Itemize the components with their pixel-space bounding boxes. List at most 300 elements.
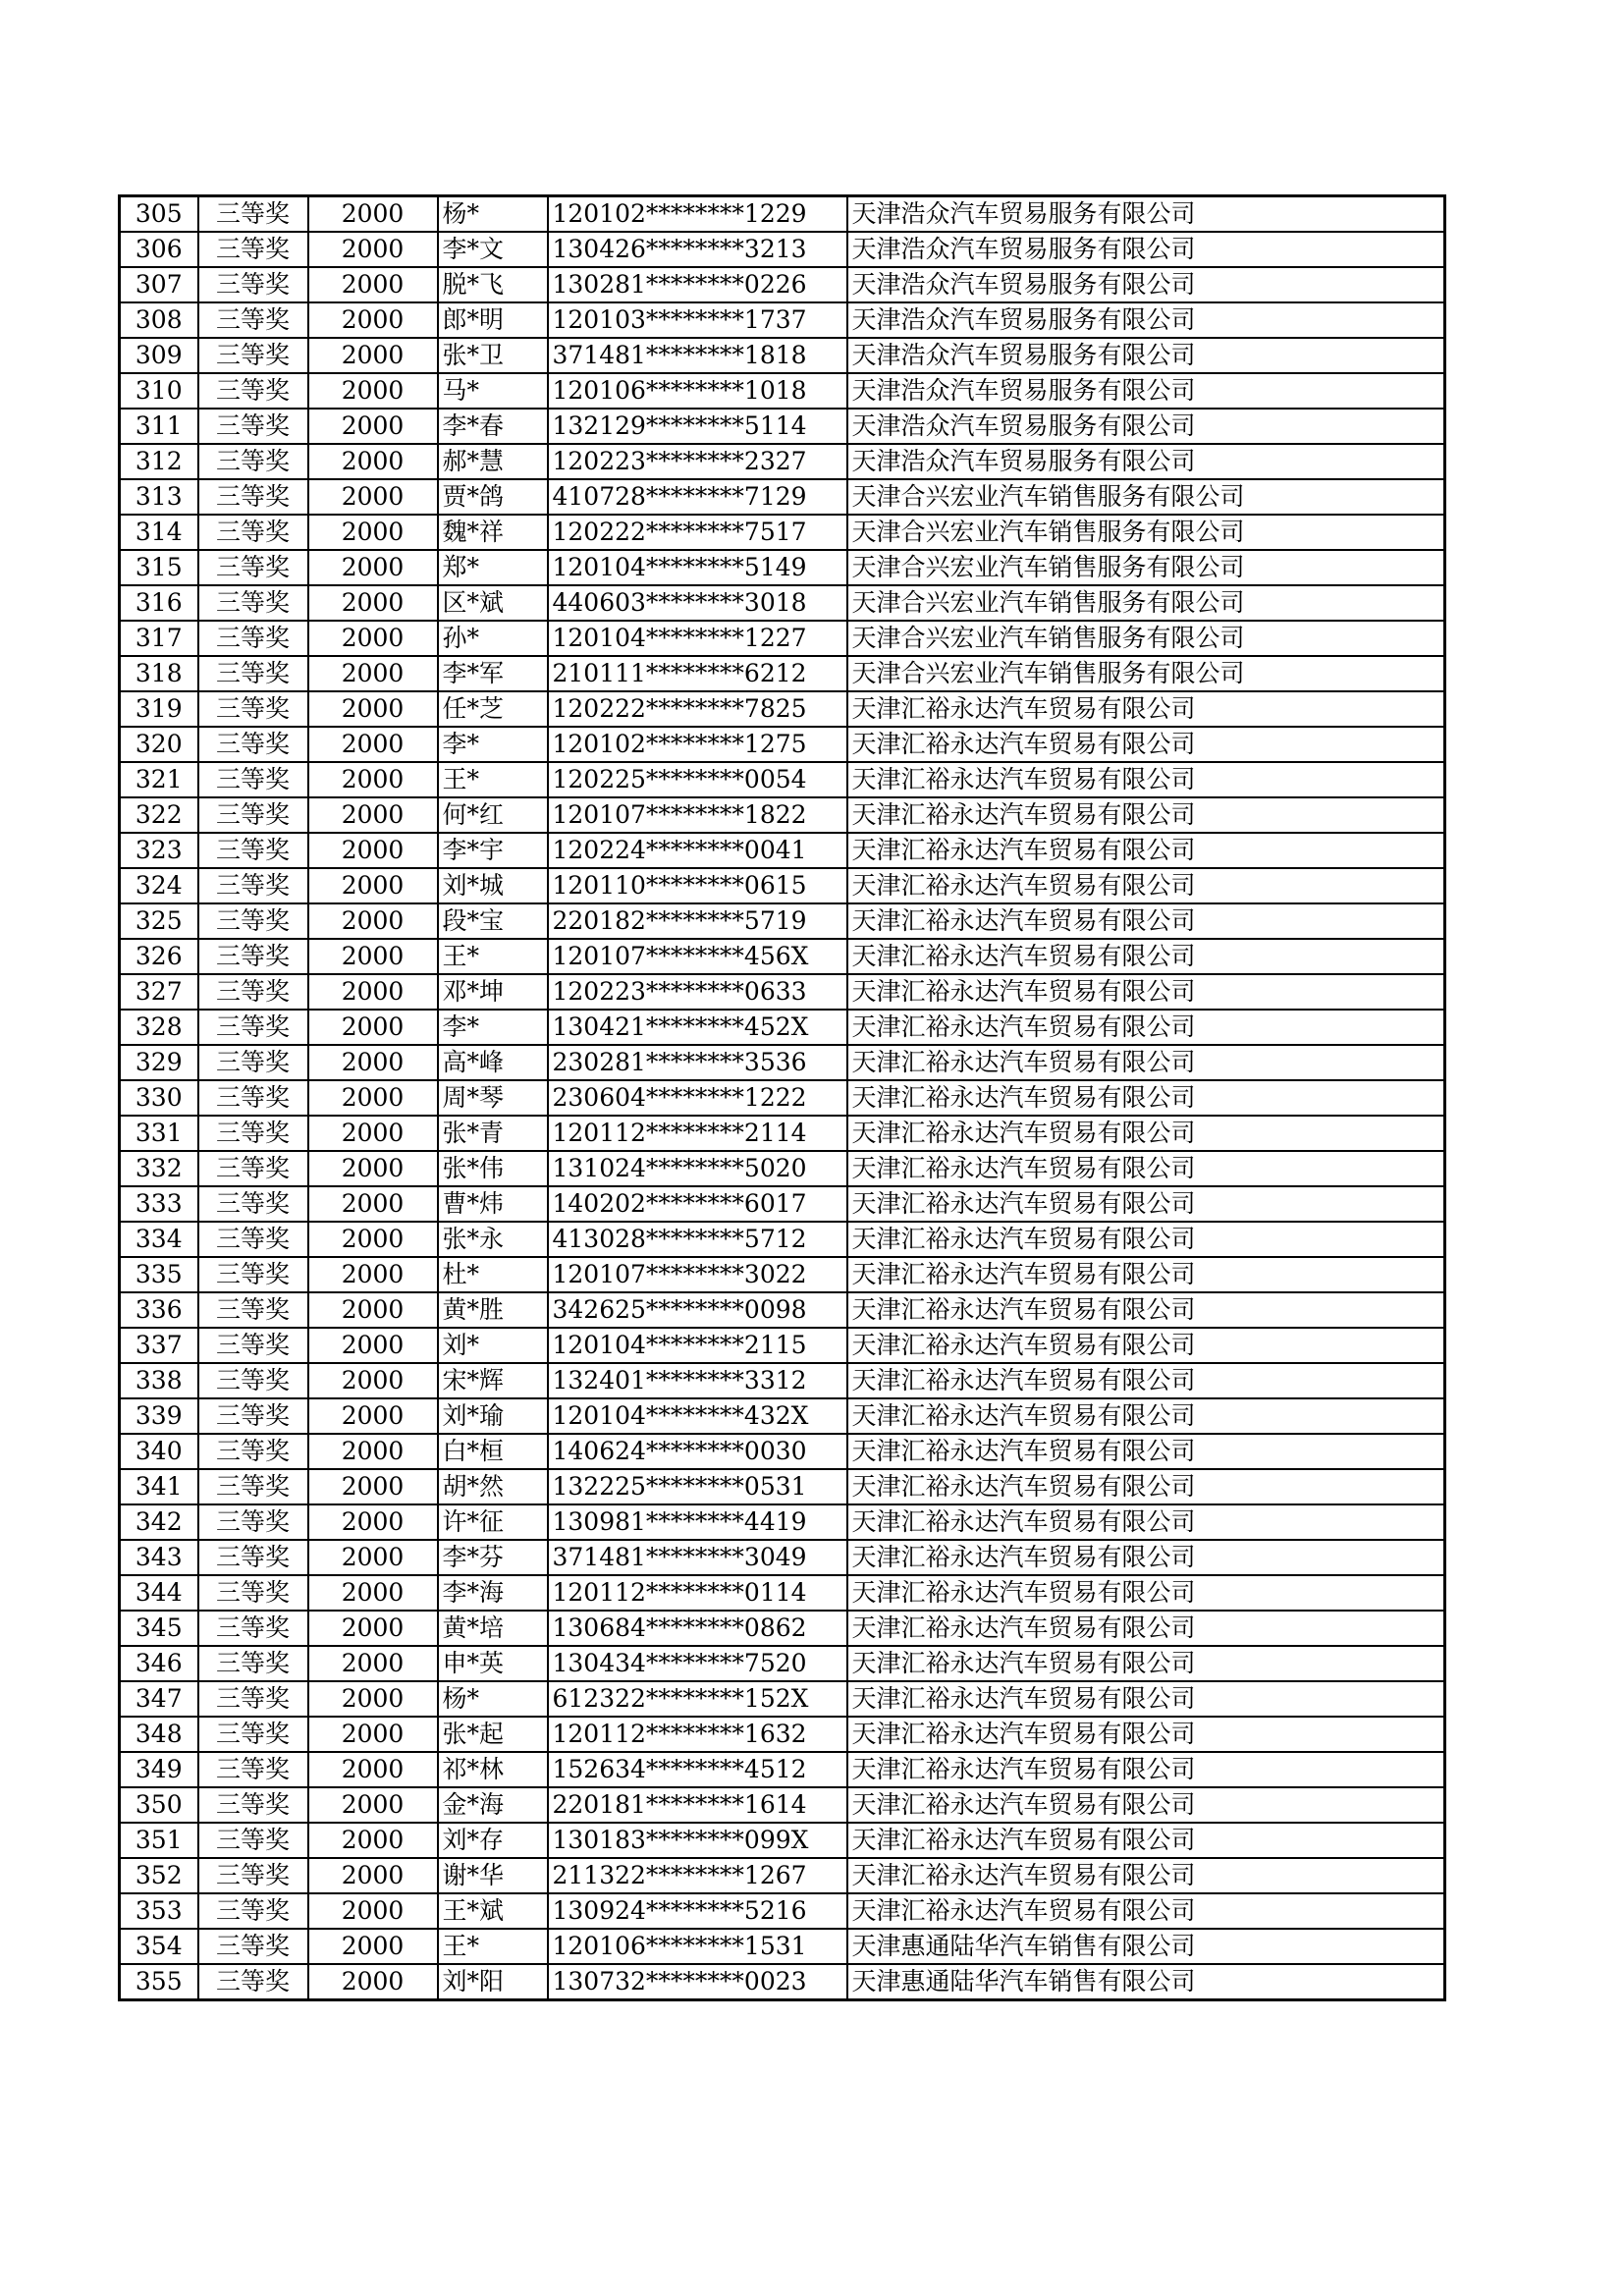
prize-amount-cell: 2000 [308,797,438,833]
row-number-cell: 318 [120,656,198,691]
winner-name-cell: 王* [438,762,548,797]
table-row [120,444,1445,479]
winner-name-cell: 高*峰 [438,1045,548,1080]
table-row [120,1292,1445,1328]
id-number-cell: 211322********1267 [548,1858,847,1893]
company-name-cell: 天津汇裕永达汽车贸易有限公司 [847,1787,1445,1823]
prize-amount-cell: 2000 [308,1717,438,1752]
company-name-cell: 天津汇裕永达汽车贸易有限公司 [847,939,1445,974]
row-number-cell: 324 [120,868,198,903]
company-name-cell: 天津汇裕永达汽车贸易有限公司 [847,1116,1445,1151]
id-number-cell: 120107********1822 [548,797,847,833]
prize-amount-cell: 2000 [308,1752,438,1787]
id-number-cell: 120110********0615 [548,868,847,903]
prize-amount-cell: 2000 [308,939,438,974]
id-number-cell: 612322********152X [548,1681,847,1717]
company-name-cell: 天津汇裕永达汽车贸易有限公司 [847,868,1445,903]
row-number-cell: 353 [120,1893,198,1929]
prize-amount-cell: 2000 [308,1257,438,1292]
company-name-cell: 天津合兴宏业汽车销售服务有限公司 [847,515,1445,550]
table-row [120,302,1445,338]
id-number-cell: 120225********0054 [548,762,847,797]
id-number-cell: 120104********432X [548,1398,847,1434]
award-level-cell: 三等奖 [198,621,308,656]
award-level-cell: 三等奖 [198,1575,308,1611]
winner-name-cell: 黄*培 [438,1611,548,1646]
id-number-cell: 120223********2327 [548,444,847,479]
id-number-cell: 120106********1018 [548,373,847,409]
table-row [120,1186,1445,1222]
award-level-cell: 三等奖 [198,444,308,479]
row-number-cell: 336 [120,1292,198,1328]
id-number-cell: 371481********3049 [548,1540,847,1575]
prize-amount-cell: 2000 [308,196,438,233]
company-name-cell: 天津浩众汽车贸易服务有限公司 [847,232,1445,267]
award-level-cell: 三等奖 [198,1681,308,1717]
company-name-cell: 天津汇裕永达汽车贸易有限公司 [847,1257,1445,1292]
award-level-cell: 三等奖 [198,1328,308,1363]
table-row [120,797,1445,833]
winner-name-cell: 申*英 [438,1646,548,1681]
prize-amount-cell: 2000 [308,1681,438,1717]
prize-amount-cell: 2000 [308,338,438,373]
table-row [120,656,1445,691]
company-name-cell: 天津浩众汽车贸易服务有限公司 [847,409,1445,444]
company-name-cell: 天津汇裕永达汽车贸易有限公司 [847,727,1445,762]
company-name-cell: 天津汇裕永达汽车贸易有限公司 [847,1752,1445,1787]
award-level-cell: 三等奖 [198,1646,308,1681]
table-row [120,1929,1445,1964]
winner-name-cell: 郝*慧 [438,444,548,479]
table-row [120,1540,1445,1575]
award-level-cell: 三等奖 [198,1540,308,1575]
row-number-cell: 320 [120,727,198,762]
winner-name-cell: 区*斌 [438,585,548,621]
id-number-cell: 130281********0226 [548,267,847,302]
award-level-cell: 三等奖 [198,585,308,621]
company-name-cell: 天津浩众汽车贸易服务有限公司 [847,302,1445,338]
award-level-cell: 三等奖 [198,1116,308,1151]
id-number-cell: 120104********2115 [548,1328,847,1363]
id-number-cell: 120223********0633 [548,974,847,1010]
company-name-cell: 天津汇裕永达汽车贸易有限公司 [847,691,1445,727]
prize-amount-cell: 2000 [308,1504,438,1540]
winner-name-cell: 王* [438,939,548,974]
id-number-cell: 120107********456X [548,939,847,974]
winners-table-body [120,196,1445,2000]
row-number-cell: 350 [120,1787,198,1823]
company-name-cell: 天津汇裕永达汽车贸易有限公司 [847,1222,1445,1257]
row-number-cell: 333 [120,1186,198,1222]
table-row [120,1611,1445,1646]
id-number-cell: 440603********3018 [548,585,847,621]
prize-amount-cell: 2000 [308,1222,438,1257]
award-level-cell: 三等奖 [198,1010,308,1045]
id-number-cell: 120106********1531 [548,1929,847,1964]
award-level-cell: 三等奖 [198,1434,308,1469]
award-level-cell: 三等奖 [198,338,308,373]
id-number-cell: 120224********0041 [548,833,847,868]
company-name-cell: 天津汇裕永达汽车贸易有限公司 [847,1363,1445,1398]
winner-name-cell: 孙* [438,621,548,656]
winner-name-cell: 金*海 [438,1787,548,1823]
prize-amount-cell: 2000 [308,479,438,515]
id-number-cell: 130732********0023 [548,1964,847,2000]
company-name-cell: 天津汇裕永达汽车贸易有限公司 [847,1504,1445,1540]
table-row [120,196,1445,233]
table-row [120,373,1445,409]
company-name-cell: 天津汇裕永达汽车贸易有限公司 [847,903,1445,939]
table-row [120,833,1445,868]
prize-amount-cell: 2000 [308,974,438,1010]
winner-name-cell: 郎*明 [438,302,548,338]
table-row [120,1328,1445,1363]
table-row [120,1858,1445,1893]
id-number-cell: 371481********1818 [548,338,847,373]
row-number-cell: 345 [120,1611,198,1646]
award-level-cell: 三等奖 [198,1752,308,1787]
prize-amount-cell: 2000 [308,1611,438,1646]
row-number-cell: 329 [120,1045,198,1080]
row-number-cell: 319 [120,691,198,727]
award-level-cell: 三等奖 [198,302,308,338]
row-number-cell: 335 [120,1257,198,1292]
winner-name-cell: 王*斌 [438,1893,548,1929]
company-name-cell: 天津惠通陆华汽车销售有限公司 [847,1929,1445,1964]
award-level-cell: 三等奖 [198,903,308,939]
prize-amount-cell: 2000 [308,1328,438,1363]
winner-name-cell: 贾*鸽 [438,479,548,515]
prize-amount-cell: 2000 [308,1540,438,1575]
id-number-cell: 120112********2114 [548,1116,847,1151]
id-number-cell: 152634********4512 [548,1752,847,1787]
company-name-cell: 天津汇裕永达汽车贸易有限公司 [847,1186,1445,1222]
row-number-cell: 330 [120,1080,198,1116]
winner-name-cell: 李* [438,727,548,762]
row-number-cell: 305 [120,196,198,233]
award-level-cell: 三等奖 [198,1858,308,1893]
company-name-cell: 天津汇裕永达汽车贸易有限公司 [847,1823,1445,1858]
company-name-cell: 天津合兴宏业汽车销售服务有限公司 [847,550,1445,585]
award-level-cell: 三等奖 [198,1611,308,1646]
table-row [120,1752,1445,1787]
row-number-cell: 339 [120,1398,198,1434]
winner-name-cell: 郑* [438,550,548,585]
row-number-cell: 325 [120,903,198,939]
row-number-cell: 326 [120,939,198,974]
id-number-cell: 130981********4419 [548,1504,847,1540]
prize-amount-cell: 2000 [308,691,438,727]
table-row [120,515,1445,550]
winner-name-cell: 张*青 [438,1116,548,1151]
id-number-cell: 130684********0862 [548,1611,847,1646]
award-level-cell: 三等奖 [198,267,308,302]
id-number-cell: 220182********5719 [548,903,847,939]
prize-amount-cell: 2000 [308,1010,438,1045]
company-name-cell: 天津汇裕永达汽车贸易有限公司 [847,1893,1445,1929]
table-row [120,974,1445,1010]
prize-amount-cell: 2000 [308,1469,438,1504]
id-number-cell: 131024********5020 [548,1151,847,1186]
id-number-cell: 120112********0114 [548,1575,847,1611]
winner-name-cell: 曹*炜 [438,1186,548,1222]
table-row [120,338,1445,373]
winner-name-cell: 段*宝 [438,903,548,939]
table-row [120,1787,1445,1823]
table-row [120,1151,1445,1186]
winner-name-cell: 何*红 [438,797,548,833]
winner-name-cell: 祁*林 [438,1752,548,1787]
row-number-cell: 341 [120,1469,198,1504]
company-name-cell: 天津合兴宏业汽车销售服务有限公司 [847,479,1445,515]
table-row [120,762,1445,797]
award-level-cell: 三等奖 [198,1045,308,1080]
row-number-cell: 316 [120,585,198,621]
prize-amount-cell: 2000 [308,585,438,621]
prize-amount-cell: 2000 [308,868,438,903]
winner-name-cell: 王* [438,1929,548,1964]
winner-name-cell: 胡*然 [438,1469,548,1504]
company-name-cell: 天津浩众汽车贸易服务有限公司 [847,444,1445,479]
row-number-cell: 323 [120,833,198,868]
prize-amount-cell: 2000 [308,727,438,762]
row-number-cell: 312 [120,444,198,479]
award-level-cell: 三等奖 [198,1717,308,1752]
award-level-cell: 三等奖 [198,974,308,1010]
prize-amount-cell: 2000 [308,1398,438,1434]
id-number-cell: 230604********1222 [548,1080,847,1116]
id-number-cell: 132129********5114 [548,409,847,444]
row-number-cell: 327 [120,974,198,1010]
award-level-cell: 三等奖 [198,409,308,444]
winner-name-cell: 李*文 [438,232,548,267]
award-level-cell: 三等奖 [198,691,308,727]
prize-amount-cell: 2000 [308,621,438,656]
id-number-cell: 120104********5149 [548,550,847,585]
row-number-cell: 306 [120,232,198,267]
award-level-cell: 三等奖 [198,1292,308,1328]
id-number-cell: 120222********7517 [548,515,847,550]
award-level-cell: 三等奖 [198,550,308,585]
row-number-cell: 348 [120,1717,198,1752]
company-name-cell: 天津汇裕永达汽车贸易有限公司 [847,1010,1445,1045]
table-row [120,903,1445,939]
table-row [120,479,1445,515]
prize-amount-cell: 2000 [308,373,438,409]
id-number-cell: 220181********1614 [548,1787,847,1823]
row-number-cell: 322 [120,797,198,833]
award-level-cell: 三等奖 [198,868,308,903]
table-row [120,727,1445,762]
prize-amount-cell: 2000 [308,1646,438,1681]
company-name-cell: 天津汇裕永达汽车贸易有限公司 [847,833,1445,868]
prize-amount-cell: 2000 [308,1929,438,1964]
company-name-cell: 天津汇裕永达汽车贸易有限公司 [847,1434,1445,1469]
id-number-cell: 120102********1229 [548,196,847,233]
award-level-cell: 三等奖 [198,762,308,797]
prize-amount-cell: 2000 [308,1858,438,1893]
table-row [120,409,1445,444]
id-number-cell: 410728********7129 [548,479,847,515]
winner-name-cell: 黄*胜 [438,1292,548,1328]
table-row [120,1469,1445,1504]
award-level-cell: 三等奖 [198,373,308,409]
table-row [120,1893,1445,1929]
award-level-cell: 三等奖 [198,1823,308,1858]
winner-name-cell: 许*征 [438,1504,548,1540]
table-row [120,1010,1445,1045]
row-number-cell: 328 [120,1010,198,1045]
id-number-cell: 132225********0531 [548,1469,847,1504]
id-number-cell: 230281********3536 [548,1045,847,1080]
table-row [120,691,1445,727]
table-row [120,939,1445,974]
prize-amount-cell: 2000 [308,1823,438,1858]
id-number-cell: 140202********6017 [548,1186,847,1222]
award-level-cell: 三等奖 [198,1222,308,1257]
company-name-cell: 天津汇裕永达汽车贸易有限公司 [847,1080,1445,1116]
award-level-cell: 三等奖 [198,1080,308,1116]
table-row [120,550,1445,585]
id-number-cell: 130434********7520 [548,1646,847,1681]
winner-name-cell: 马* [438,373,548,409]
row-number-cell: 307 [120,267,198,302]
row-number-cell: 308 [120,302,198,338]
row-number-cell: 347 [120,1681,198,1717]
company-name-cell: 天津汇裕永达汽车贸易有限公司 [847,1151,1445,1186]
row-number-cell: 344 [120,1575,198,1611]
table-row [120,1257,1445,1292]
winner-name-cell: 刘*阳 [438,1964,548,2000]
company-name-cell: 天津汇裕永达汽车贸易有限公司 [847,1398,1445,1434]
winner-name-cell: 张*卫 [438,338,548,373]
company-name-cell: 天津惠通陆华汽车销售有限公司 [847,1964,1445,2000]
company-name-cell: 天津合兴宏业汽车销售服务有限公司 [847,585,1445,621]
winner-name-cell: 脱*飞 [438,267,548,302]
id-number-cell: 120107********3022 [548,1257,847,1292]
prize-amount-cell: 2000 [308,1787,438,1823]
prize-amount-cell: 2000 [308,1434,438,1469]
row-number-cell: 315 [120,550,198,585]
table-row [120,1080,1445,1116]
row-number-cell: 334 [120,1222,198,1257]
table-row [120,1504,1445,1540]
award-level-cell: 三等奖 [198,1257,308,1292]
table-row [120,1434,1445,1469]
row-number-cell: 352 [120,1858,198,1893]
award-level-cell: 三等奖 [198,1893,308,1929]
table-row [120,1363,1445,1398]
id-number-cell: 120102********1275 [548,727,847,762]
winner-name-cell: 谢*华 [438,1858,548,1893]
prize-amount-cell: 2000 [308,444,438,479]
id-number-cell: 413028********5712 [548,1222,847,1257]
company-name-cell: 天津汇裕永达汽车贸易有限公司 [847,1575,1445,1611]
winner-name-cell: 刘*瑜 [438,1398,548,1434]
table-row [120,1575,1445,1611]
winner-name-cell: 张*起 [438,1717,548,1752]
id-number-cell: 132401********3312 [548,1363,847,1398]
prize-amount-cell: 2000 [308,656,438,691]
company-name-cell: 天津汇裕永达汽车贸易有限公司 [847,1469,1445,1504]
row-number-cell: 343 [120,1540,198,1575]
company-name-cell: 天津合兴宏业汽车销售服务有限公司 [847,656,1445,691]
table-row [120,1116,1445,1151]
prize-amount-cell: 2000 [308,550,438,585]
table-row [120,1646,1445,1681]
winner-name-cell: 李*宇 [438,833,548,868]
row-number-cell: 351 [120,1823,198,1858]
id-number-cell: 130426********3213 [548,232,847,267]
id-number-cell: 342625********0098 [548,1292,847,1328]
winner-name-cell: 杨* [438,1681,548,1717]
prize-amount-cell: 2000 [308,302,438,338]
award-level-cell: 三等奖 [198,1929,308,1964]
winner-name-cell: 白*桓 [438,1434,548,1469]
prize-amount-cell: 2000 [308,833,438,868]
winner-name-cell: 张*永 [438,1222,548,1257]
award-level-cell: 三等奖 [198,1186,308,1222]
winners-table [118,194,1446,2001]
id-number-cell: 210111********6212 [548,656,847,691]
winner-name-cell: 刘*存 [438,1823,548,1858]
award-level-cell: 三等奖 [198,232,308,267]
id-number-cell: 130183********099X [548,1823,847,1858]
company-name-cell: 天津汇裕永达汽车贸易有限公司 [847,1717,1445,1752]
prize-amount-cell: 2000 [308,1893,438,1929]
company-name-cell: 天津合兴宏业汽车销售服务有限公司 [847,621,1445,656]
prize-amount-cell: 2000 [308,1363,438,1398]
row-number-cell: 309 [120,338,198,373]
row-number-cell: 313 [120,479,198,515]
prize-amount-cell: 2000 [308,232,438,267]
table-row [120,621,1445,656]
award-level-cell: 三等奖 [198,1787,308,1823]
winner-name-cell: 李*军 [438,656,548,691]
company-name-cell: 天津汇裕永达汽车贸易有限公司 [847,1611,1445,1646]
table-row [120,1823,1445,1858]
prize-amount-cell: 2000 [308,1575,438,1611]
prize-amount-cell: 2000 [308,267,438,302]
table-row [120,1964,1445,2000]
prize-amount-cell: 2000 [308,1964,438,2000]
row-number-cell: 342 [120,1504,198,1540]
id-number-cell: 130924********5216 [548,1893,847,1929]
table-row [120,1398,1445,1434]
award-level-cell: 三等奖 [198,479,308,515]
id-number-cell: 140624********0030 [548,1434,847,1469]
company-name-cell: 天津汇裕永达汽车贸易有限公司 [847,797,1445,833]
id-number-cell: 120103********1737 [548,302,847,338]
prize-amount-cell: 2000 [308,903,438,939]
table-row [120,232,1445,267]
winner-name-cell: 魏*祥 [438,515,548,550]
company-name-cell: 天津浩众汽车贸易服务有限公司 [847,338,1445,373]
row-number-cell: 321 [120,762,198,797]
winner-name-cell: 刘*城 [438,868,548,903]
prize-amount-cell: 2000 [308,1151,438,1186]
table-row [120,1681,1445,1717]
prize-amount-cell: 2000 [308,1116,438,1151]
winner-name-cell: 宋*辉 [438,1363,548,1398]
winner-name-cell: 任*芝 [438,691,548,727]
row-number-cell: 337 [120,1328,198,1363]
award-level-cell: 三等奖 [198,1964,308,2000]
award-level-cell: 三等奖 [198,196,308,233]
prize-amount-cell: 2000 [308,1186,438,1222]
winner-name-cell: 李*春 [438,409,548,444]
award-level-cell: 三等奖 [198,833,308,868]
